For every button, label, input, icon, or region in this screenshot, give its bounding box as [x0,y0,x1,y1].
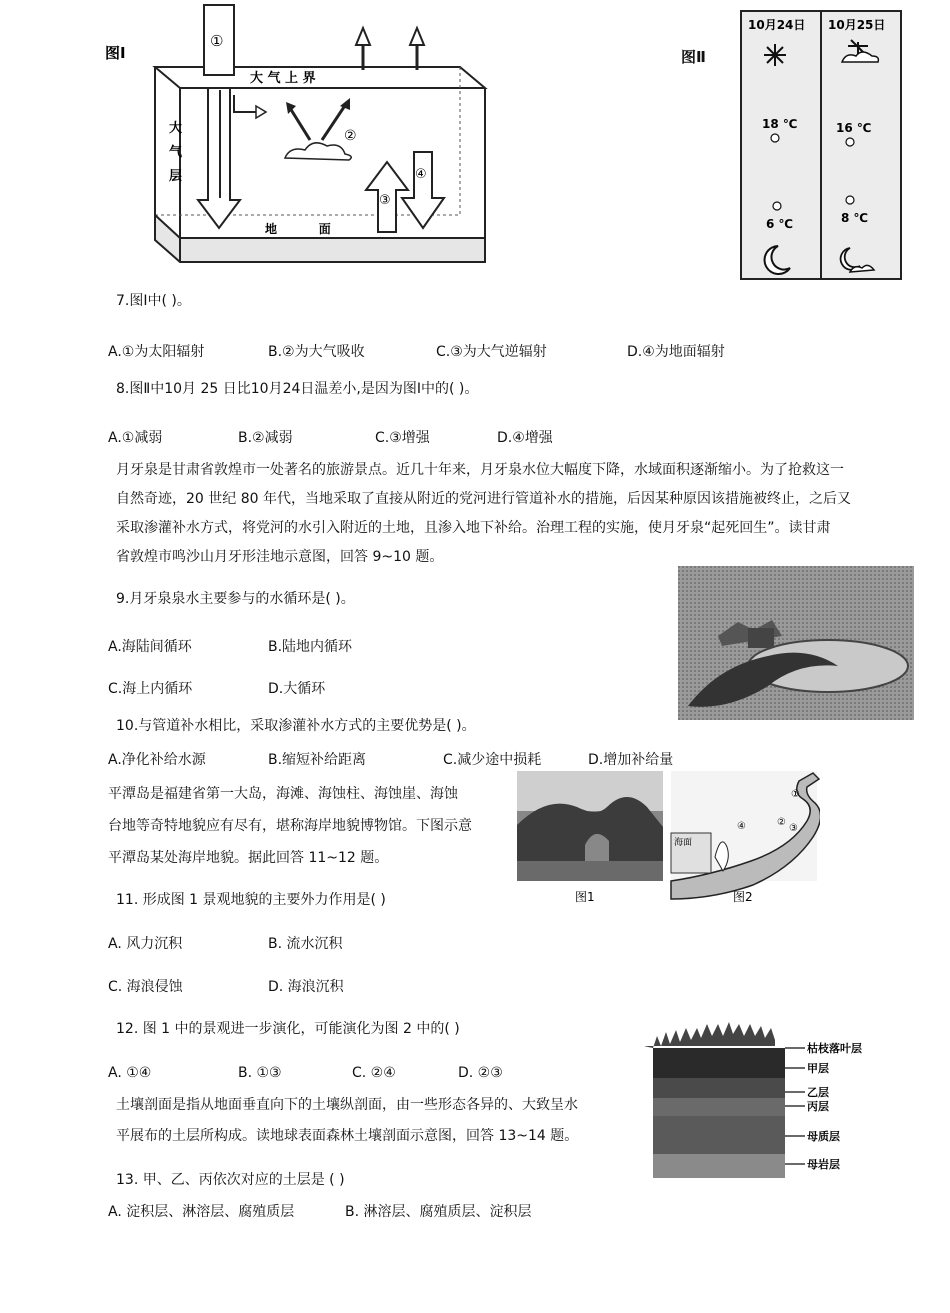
figure-1-marker-3: ③ [379,193,391,208]
q7-option-a: A.①为太阳辐射 [108,344,205,360]
figure-2-label: 图Ⅱ [681,48,706,66]
fig2-marker-1: ① [791,789,800,800]
q13-option-a: A. 淀积层、淋溶层、腐殖质层 [108,1204,295,1220]
day-2-date: 10月25日 [828,18,886,32]
passage-2-line-2: 台地等奇特地貌应有尽有，堪称海岸地貌博物馆。下图示意 [108,818,472,834]
q11-option-b: B. 流水沉积 [268,936,343,952]
fig2-marker-4: ④ [737,821,746,832]
crescent-lake-photo [678,566,914,720]
figure-1-layer-char-3: 层 [169,169,183,184]
q7-stem: 7.图Ⅰ中( )。 [116,293,191,309]
figure-1-layer-char-1: 大 [169,121,183,136]
soil-layer-bing: 丙层 [807,1100,829,1113]
passage-3-line-2: 平展布的土层所构成。读地球表面森林土壤剖面示意图，回答 13~14 题。 [116,1128,579,1144]
q7-option-d: D.④为地面辐射 [627,344,725,360]
q8-option-c: C.③增强 [375,430,430,446]
day-2-high: 16 ℃ [836,121,872,135]
q11-stem: 11. 形成图 1 景观地貌的主要外力作用是( ) [116,892,386,908]
q12-option-d: D. ②③ [458,1065,503,1081]
q13-option-b: B. 淋溶层、腐殖质层、淀积层 [345,1204,532,1220]
fig2-marker-3: ③ [789,823,798,834]
soil-layer-parent-material: 母质层 [807,1130,840,1143]
day-1-high: 18 ℃ [762,117,798,131]
passage-1-line-4: 省敦煌市鸣沙山月牙形洼地示意图，回答 9~10 题。 [116,549,444,565]
figure-label-1: 图1 [575,890,595,904]
soil-layer-jia: 甲层 [807,1062,829,1075]
q10-option-c: C.减少途中损耗 [443,752,542,768]
passage-2-line-1: 平潭岛是福建省第一大岛，海滩、海蚀柱、海蚀崖、海蚀 [108,786,458,802]
figure-1-label: 图Ⅰ [105,44,126,62]
q11-option-c: C. 海浪侵蚀 [108,979,183,995]
figure-label-2: 图2 [733,890,753,904]
soil-layer-litter: 枯枝落叶层 [807,1042,862,1055]
figure-1-marker-4: ④ [415,167,427,182]
q12-option-c: C. ②④ [352,1065,396,1081]
q12-option-a: A. ①④ [108,1065,152,1081]
passage-3-line-1: 土壤剖面是指从地面垂直向下的土壤纵剖面，由一些形态各异的、大致呈水 [116,1097,578,1113]
q12-stem: 12. 图 1 中的景观进一步演化，可能演化为图 2 中的( ) [116,1021,460,1037]
passage-1-line-2: 自然奇迹，20 世纪 80 年代，当地采取了直接从附近的党河进行管道补水的措施，后因某种原因该措施被终止，之后又 [116,491,851,507]
figure-2-weather-chart [740,10,902,280]
day-1-date: 10月24日 [748,18,806,32]
q9-option-b: B.陆地内循环 [268,639,353,655]
day-1-low: 6 ℃ [766,217,794,231]
q9-option-d: D.大循环 [268,681,326,697]
soil-layer-bedrock: 母岩层 [807,1158,840,1171]
figure-1-marker-2: ② [344,128,357,144]
q7-option-c: C.③为大气逆辐射 [436,344,547,360]
figure-1-marker-1: ① [210,32,224,50]
figure-1-atmosphere-diagram [100,0,500,275]
figure-1-layer-char-2: 气 [169,145,183,160]
q10-option-a: A.净化补给水源 [108,752,206,768]
q11-option-d: D. 海浪沉积 [268,979,344,995]
q8-stem: 8.图Ⅱ中10月 25 日比10月24日温差小,是因为图Ⅰ中的( )。 [116,381,479,397]
passage-1-line-1: 月牙泉是甘肃省敦煌市一处著名的旅游景点。近几十年来，月牙泉水位大幅度下降，水域面积逐渐缩小。为了抢救这一 [116,462,844,478]
fig2-marker-2: ② [777,817,786,828]
q8-option-b: B.②减弱 [238,430,293,446]
figure-1-top-boundary: 大 气 上 界 [250,71,316,86]
q7-option-b: B.②为大气吸收 [268,344,365,360]
coastal-landform-figures [515,765,820,905]
soil-layer-yi: 乙层 [807,1086,829,1099]
q10-stem: 10.与管道补水相比，采取渗灌补水方式的主要优势是( )。 [116,718,476,734]
soil-profile-figure [645,1018,865,1188]
q11-option-a: A. 风力沉积 [108,936,183,952]
sun-icon [764,44,786,66]
figure-1-ground: 地 面 [265,222,331,236]
q12-option-b: B. ①③ [238,1065,282,1081]
day-2-low: 8 ℃ [841,211,869,225]
q10-option-d: D.增加补给量 [588,752,674,768]
coast-profile-diagram [671,771,820,899]
q9-option-a: A.海陆间循环 [108,639,192,655]
q8-option-a: A.①减弱 [108,430,163,446]
passage-2-line-3: 平潭岛某处海岸地貌。据此回答 11~12 题。 [108,850,389,866]
q10-option-b: B.缩短补给距离 [268,752,367,768]
q9-option-c: C.海上内循环 [108,681,193,697]
sea-level-label: 海面 [674,838,693,848]
q8-option-d: D.④增强 [497,430,553,446]
passage-1-line-3: 采取渗灌补水方式，将党河的水引入附近的土地，且渗入地下补给。治理工程的实施，使月牙泉“起死回生”。读甘肃 [116,520,831,536]
q9-stem: 9.月牙泉泉水主要参与的水循环是( )。 [116,591,355,607]
q13-stem: 13. 甲、乙、丙依次对应的土层是 ( ) [116,1172,345,1188]
